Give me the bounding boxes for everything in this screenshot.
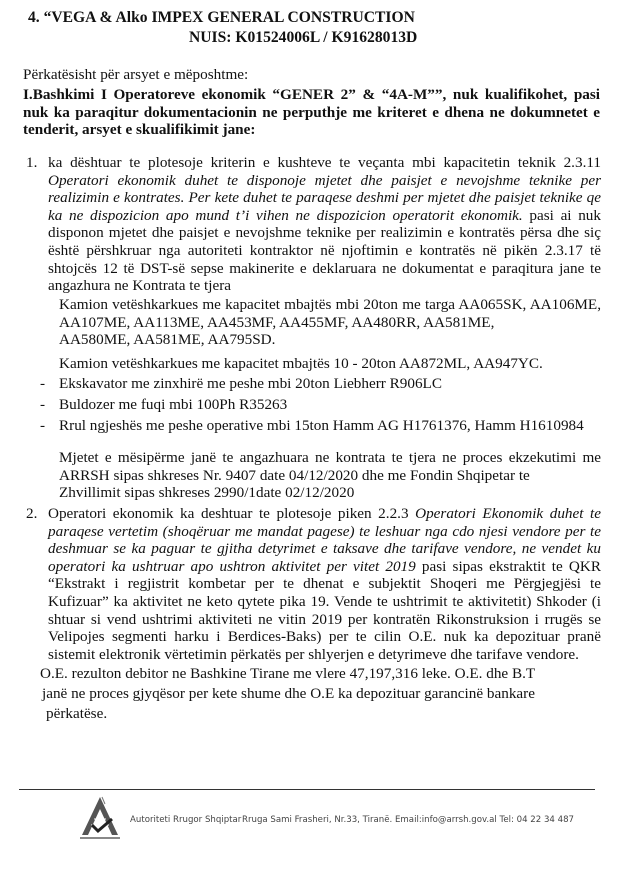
equipment-item xyxy=(40,375,584,396)
vehicles-text-end: AA580ME, AA581ME, AA795SD. xyxy=(59,331,276,349)
equipment-item xyxy=(40,417,584,438)
equipment-text: Buldozer me fuqi mbi 100Ph R35263 xyxy=(59,396,288,413)
disqualification-heading: I.Bashkimi I Operatoreve ekonomik “GENER 2” & “4A-M””, nuk kualifikohet, pasi nuk ka paraqitur dokumentacionin ne perputhje me kriteret e dhena ne dokumnetet e tenderit, arsyet e skualifikimit jane: xyxy=(23,86,600,139)
equipment-engagement-note xyxy=(59,449,601,502)
item-lead: ka dështuar te plotesoje kriterin e kushteve te veçanta mbi kapacitetin teknik 2.3.11 xyxy=(48,154,601,171)
intro-text: Përkatësisht për arsyet e mëposhtme: xyxy=(23,66,249,83)
item-tail: pasi ai nuk disponon mjetet dhe paisjet e nevojshme teknike per realizimin e kontratës përsa dhe siç është përshkruar nga autoriteti kontraktor në njoftimin e kontratës në pikën 2.3.17 të shtojcës 12 të DST-së sepse makinerite e deklaruara ne dokumentat e paraqitura jane te angazhura ne Kontrata te tjera xyxy=(48,206,601,295)
arrsh-logo-icon xyxy=(78,795,122,841)
equipment-text: Ekskavator me zinxhirë me peshe mbi 20ton Liebherr R906LC xyxy=(59,375,442,392)
vehicles-text: Kamion vetëshkarkues me kapacitet mbajtës mbi 20ton me targa AA065SK, AA106ME, AA107ME, AA113ME, AA453MF, AA455MF, AA480RR, AA581ME, xyxy=(59,296,601,331)
company-title: 4. “VEGA & Alko IMPEX GENERAL CONSTRUCTION xyxy=(28,9,415,26)
equipment-item xyxy=(40,396,584,417)
item-body xyxy=(48,505,601,663)
item-body xyxy=(48,154,601,295)
equipment-text: Rrul ngjeshës me peshe operative mbi 15ton Hamm AG H1761376, Hamm H1610984 xyxy=(59,417,584,434)
note-text-end: Zhvillimit sipas shkreses 2990/1date 02/12/2020 xyxy=(59,484,355,502)
item-criterion-quote: Operatori ekonomik duhet te disponoje mjetet dhe paisjet e nevojshme teknike per realizimin e kontrates. Per kete duhet te paraqese deshmi per mjetet dhe paisjet teknike qe ka ne dispozicion apo mund t’i vihen ne dispozicion operatorit ekonomik. xyxy=(48,171,601,224)
note-text: Mjetet e mësipërme janë te angazhuara ne kontrata te tjera ne proces ekzekutimi me ARRSH sipas shkreses Nr. 9407 date 04/12/2020 dhe me Fondin Shqipetar te xyxy=(59,449,601,484)
debtor-note-line-1: O.E. rezulton debitor ne Bashkine Tirane me vlere 47,197,316 leke. O.E. dhe B.T xyxy=(40,665,536,682)
debtor-note-line-3: përkatëse. xyxy=(46,705,108,722)
item-criterion-quote: Operatori Ekonomik duhet te paraqese vertetim (shoqëruar me mandat pagese) te leshuar nga cdo njesi vendore per te deshmuar se ka paguar te gjitha detyrimet e taksave dhe tarifave vendore, ne vendet ku operatori ka ushtruar apo ushtron aktivitet per vitet 2019 xyxy=(48,505,601,575)
footer-organization: Autoriteti Rrugor Shqiptar xyxy=(130,815,242,825)
dash-bullet: - xyxy=(40,417,46,434)
dash-bullet: - xyxy=(40,375,46,392)
page-footer xyxy=(78,795,598,845)
item-number: 2. xyxy=(26,505,38,522)
item-tail: pasi sipas ekstraktit te QKR “Ekstrakt i regjistrit kombetar per te dhenat e subjektit Shoqeri me Përgjegjësi te Kufizuar” ka aktivitet ne keto qytete pika 19. Vende te ushtrimit te aktivitetit) Shkoder (i shtuar si vend ushtrimi aktiviteti ne vitin 2019 per kontratën Rikonstruksion i rrugës se Velipojes segmenti harku i Berdices-Baks) per te cilin O.E. nuk ka depozituar pranë sistemit elektronik vërtetimin përkatës per shlyerjen e detyrimeve dhe tarifave vendore. xyxy=(48,557,601,663)
item-lead: Operatori ekonomik ka deshtuar te plotesoje piken 2.2.3 xyxy=(48,505,416,522)
item-number: 1. xyxy=(26,154,38,171)
dash-bullet: - xyxy=(40,396,46,413)
equipment-list xyxy=(40,375,584,438)
footer-address: Rruga Sami Frasheri, Nr.33, Tiranë. Email:info@arrsh.gov.al Tel: 04 22 34 487 xyxy=(242,815,575,825)
vehicle-list-10-20ton: Kamion vetëshkarkues me kapacitet mbajtës 10 - 20ton AA872ML, AA947YC. xyxy=(59,355,543,372)
vehicle-list-over-20ton xyxy=(59,296,601,349)
debtor-note-line-2: janë ne proces gjyqësor per kete shume dhe O.E ka depozituar garancinë bankare xyxy=(42,685,535,702)
reason-item-1 xyxy=(23,154,601,295)
company-nuis: NUIS: K01524006L / K91628013D xyxy=(189,29,418,46)
footer-divider xyxy=(19,789,595,790)
reason-item-2 xyxy=(23,505,601,663)
